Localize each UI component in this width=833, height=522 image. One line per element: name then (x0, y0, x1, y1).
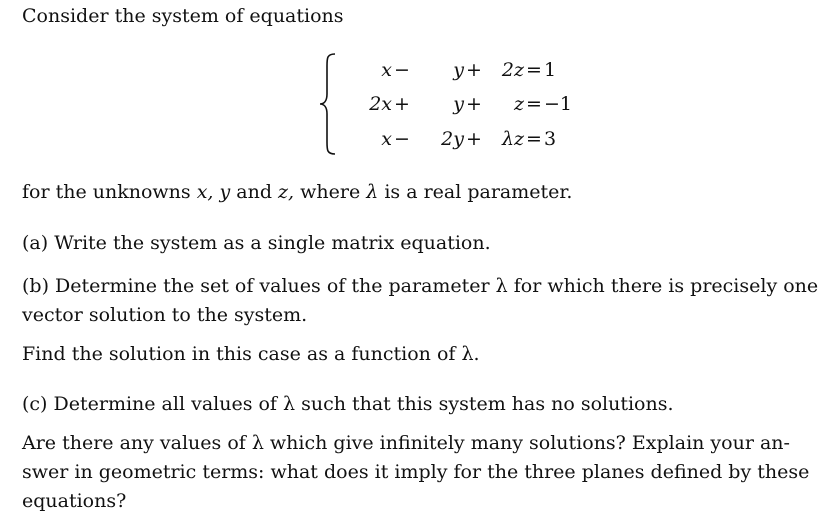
eq3-term-3: λz (501, 128, 524, 150)
equation-row-1 (344, 55, 574, 85)
part-c-question-line-1: Are there any values of λ which give infinitely many solutions? Explain your an- (22, 432, 790, 454)
equation-row-2 (344, 89, 574, 119)
eq2-op-2: + (466, 93, 482, 115)
part-b-find-text: Find the solution in this case as a function of λ. (22, 343, 480, 365)
part-c-question-line-2: swer in geometric terms: what does it imply for the three planes defined by these (22, 461, 810, 483)
eq1-term-1: x (381, 59, 392, 81)
eq1-op-2: + (466, 59, 482, 81)
part-b-line-1: (b) Determine the set of values of the parameter λ for which there is precisely one (22, 275, 819, 297)
left-brace-icon (318, 52, 338, 156)
part-c-question-line-3: equations? (22, 490, 127, 512)
eq3-op-2: + (466, 128, 482, 150)
unknowns-lambda: λ (366, 181, 379, 203)
eq2-term-1: 2x (369, 93, 392, 115)
eq2-term-2: y (453, 93, 464, 115)
unknowns-and: and (230, 181, 279, 203)
unknowns-sentence (22, 179, 572, 205)
eq1-rhs: 1 (544, 59, 557, 81)
part-c-text: (c) Determine all values of λ such that this system has no solutions. (22, 393, 674, 415)
part-b-line-2: vector solution to the system. (22, 304, 308, 326)
equation-row-3 (344, 124, 574, 154)
eq2-rhs: −1 (544, 93, 573, 115)
unknowns-suffix: is a real parameter. (378, 181, 573, 203)
unknowns-vars: x, y (196, 181, 231, 203)
unknowns-z: z, (278, 181, 295, 203)
intro-text: Consider the system of equations (22, 5, 344, 27)
eq2-op-1: + (394, 93, 410, 115)
unknowns-prefix: for the unknowns (22, 181, 197, 203)
eq1-term-2: y (453, 59, 464, 81)
equation-system (318, 52, 573, 156)
eq3-op-1: − (394, 128, 410, 150)
part-a-text: (a) Write the system as a single matrix equation. (22, 232, 491, 254)
eq2-equals: = (526, 93, 542, 115)
eq2-term-3: z (513, 93, 524, 115)
eq3-term-2: 2y (441, 128, 464, 150)
eq3-equals: = (526, 128, 542, 150)
eq1-equals: = (526, 59, 542, 81)
unknowns-where: where (294, 181, 367, 203)
eq1-term-3: 2z (501, 59, 524, 81)
eq3-term-1: x (381, 128, 392, 150)
eq1-op-1: − (394, 59, 410, 81)
eq3-rhs: 3 (544, 128, 557, 150)
